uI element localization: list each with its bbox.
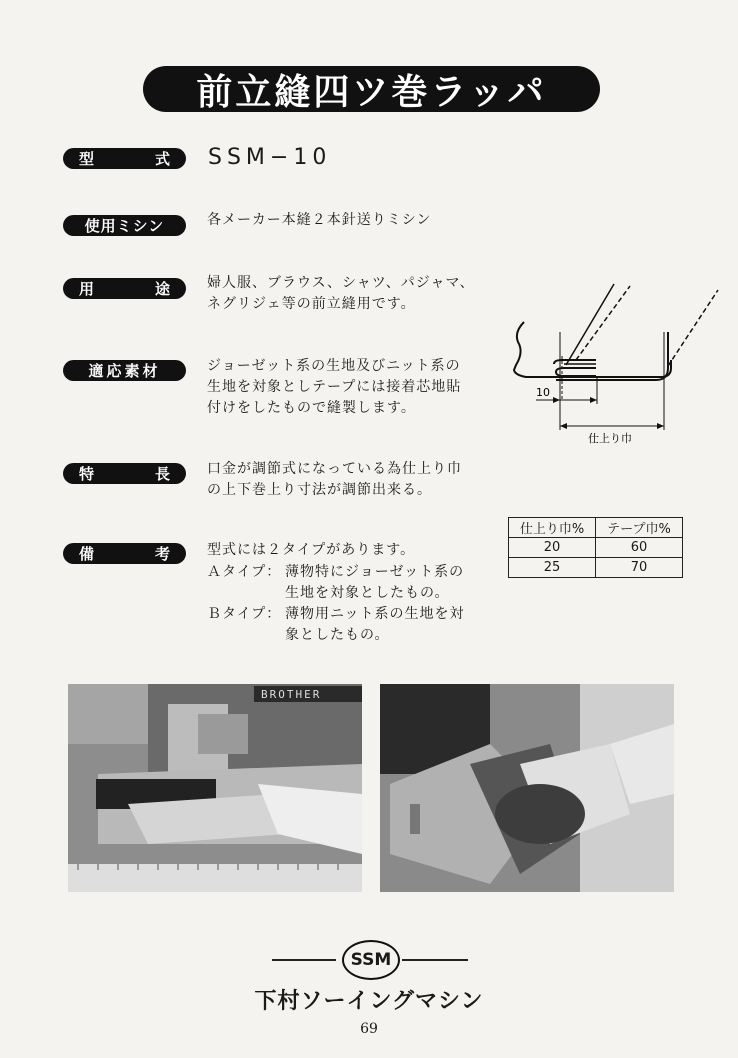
feature-value: 口金が調節式になっている為仕上り巾 の上下巻上り寸法が調節出来る。 bbox=[207, 461, 462, 498]
company-name: 下村ソーイングマシン bbox=[254, 989, 484, 1014]
ssm-logo: SSM bbox=[342, 940, 400, 980]
table-cell: 25 bbox=[509, 558, 596, 578]
table-header-tape: テープ巾% bbox=[596, 518, 683, 538]
page-title-text: 前立縫四ツ巻ラッパ bbox=[196, 71, 547, 113]
usage-value: 婦人服、ブラウス、シャツ、パジャマ、 ネグリジェ等の前立縫用です。 bbox=[207, 275, 475, 312]
table-row bbox=[509, 558, 683, 578]
label-model-a: 型 bbox=[79, 150, 95, 168]
table-header-finish: 仕上り巾% bbox=[509, 518, 596, 538]
notes-b-text: 薄物用ニット系の生地を対 象としたもの。 bbox=[285, 606, 465, 643]
page-number: 69 bbox=[360, 1021, 378, 1037]
label-material: 適応素材 bbox=[63, 360, 186, 381]
brother-brand-text: BROTHER bbox=[261, 688, 322, 701]
notes-a-key: Ａタイプ： bbox=[207, 564, 282, 580]
material-value: ジョーゼット系の生地及びニット系の 生地を対象としテープには接着芯地貼 付けをしたもので縫製します。 bbox=[207, 358, 462, 416]
fold-cross-section-diagram bbox=[496, 280, 736, 450]
notes-a-text: 薄物特にジョーゼット系の 生地を対象としたもの。 bbox=[285, 564, 465, 601]
page-title bbox=[143, 66, 600, 112]
label-notes bbox=[63, 543, 186, 564]
label-feature bbox=[63, 463, 186, 484]
photo-machine-attachment bbox=[68, 684, 362, 892]
table-row bbox=[509, 538, 683, 558]
photo-attachment-closeup bbox=[380, 684, 674, 892]
table-cell: 70 bbox=[596, 558, 683, 578]
table-cell: 60 bbox=[596, 538, 683, 558]
label-feature-a: 特 bbox=[79, 465, 95, 483]
table-header-row bbox=[509, 518, 683, 538]
size-table bbox=[508, 517, 683, 578]
footer-rule-right bbox=[402, 959, 468, 961]
label-machine: 使用ミシン bbox=[63, 215, 186, 236]
label-model-b: 式 bbox=[154, 150, 170, 168]
dim-width-label: 仕上り巾 bbox=[588, 432, 632, 445]
label-feature-b: 長 bbox=[154, 465, 170, 483]
label-model bbox=[63, 148, 186, 169]
dim-10-label: 10 bbox=[536, 386, 550, 399]
machine-value: 各メーカー本縫２本針送りミシン bbox=[207, 212, 432, 228]
label-usage bbox=[63, 278, 186, 299]
footer-rule-left bbox=[272, 959, 336, 961]
model-value: SSM−10 bbox=[208, 145, 332, 170]
label-usage-a: 用 bbox=[79, 280, 95, 298]
notes-b-key: Ｂタイプ： bbox=[207, 606, 282, 622]
label-usage-b: 途 bbox=[154, 280, 170, 298]
label-notes-a: 備 bbox=[79, 545, 95, 563]
notes-intro: 型式には２タイプがあります。 bbox=[207, 542, 416, 558]
label-notes-b: 考 bbox=[154, 545, 170, 563]
table-cell: 20 bbox=[509, 538, 596, 558]
